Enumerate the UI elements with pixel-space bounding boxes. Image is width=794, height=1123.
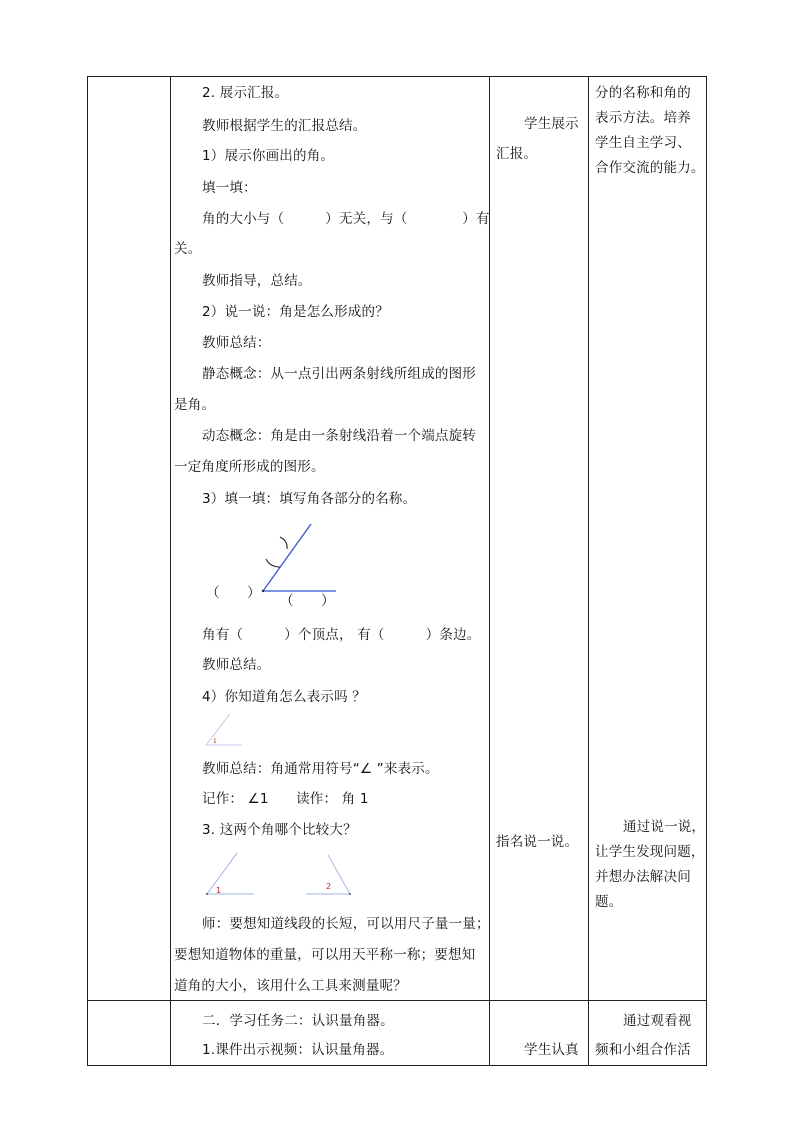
teacher-summary-2: 教师总结。	[202, 657, 271, 673]
angle-notation-figure	[200, 710, 250, 750]
named-speak-text: 指名说一说。	[496, 834, 579, 850]
angle-ray-slanted	[263, 524, 311, 591]
task-2-heading: 二．学习任务二：认识量角器。	[202, 1013, 394, 1029]
table-border-top	[87, 76, 707, 77]
student-show-report-line1: 学生展示	[524, 116, 579, 132]
intent-1-line1: 分的名称和角的	[595, 85, 691, 101]
table-border-left	[87, 76, 88, 1066]
intent-1-line2: 表示方法。培养	[595, 110, 691, 126]
notation-angle-label: 1	[213, 738, 217, 745]
step-1-text: 1）展示你画出的角。	[202, 148, 335, 164]
angle-arc-mark-top	[280, 537, 287, 549]
symbol-summary-text: 教师总结：角通常用符号“∠ ”来表示。	[202, 761, 439, 777]
angle2-label: 2	[326, 882, 332, 891]
teacher-quote-line1: 师：要想知道线段的长短，可以用尺子量一量；	[202, 916, 490, 932]
angle-size-question-line1: 角的大小与（ ）无关，与（ ）有	[202, 211, 490, 227]
teacher-summary-label: 教师总结：	[202, 335, 271, 351]
step-3-text: 3）填一填：填写角各部分的名称。	[202, 491, 417, 507]
dynamic-concept-line1: 动态概念：角是由一条射线沿着一个端点旋转	[202, 428, 476, 444]
vertex-blank: （ ）	[206, 585, 261, 601]
teacher-guides-text: 教师指导，总结。	[202, 273, 312, 289]
angle-arc-mark	[266, 559, 280, 567]
student-serious-text: 学生认真	[524, 1042, 579, 1058]
student-show-report-line2: 汇报。	[496, 146, 538, 162]
task-2-item-1: 1.课件出示视频：认识量角器。	[202, 1042, 394, 1058]
step-4-text: 4）你知道角怎么表示吗 ？	[202, 689, 366, 705]
angle1-label: 1	[216, 886, 222, 895]
angle1-vertex	[206, 893, 208, 895]
table-border-right	[706, 76, 707, 1066]
notation-ray-slanted	[206, 714, 230, 745]
static-concept-line2: 是角。	[174, 397, 216, 413]
static-concept-line1: 静态概念：从一点引出两条射线所组成的图形	[202, 366, 476, 382]
section-3-heading: 3. 这两个角哪个比较大？	[202, 822, 357, 838]
compare-angles-figure	[200, 848, 360, 898]
side-blank: （ ）	[280, 593, 335, 609]
notation-text: 记作： ∠1 读作： 角 1	[202, 791, 369, 807]
teacher-quote-line3: 道角的大小，该用什么工具来测量呢？	[174, 978, 407, 994]
angle1-ray-slanted	[207, 853, 237, 894]
table-divider-1	[170, 76, 171, 1066]
intent-2-line3: 并想办法解决问	[595, 869, 691, 885]
table-row-divider	[87, 1000, 707, 1001]
fill-in-label: 填一填：	[202, 180, 257, 196]
section-heading: 2. 展示汇报。	[202, 85, 289, 101]
teacher-quote-line2: 要想知道物体的重量，可以用天平称一称；要想知	[174, 947, 476, 963]
step-2-text: 2）说一说：角是怎么形成的？	[202, 304, 389, 320]
intent-2-line4: 题。	[595, 894, 623, 910]
vertex-sides-question: 角有（ ）个顶点， 有（ ）条边。	[202, 627, 481, 643]
table-border-bottom	[87, 1065, 707, 1066]
angle-size-question-line2: 关。	[174, 241, 202, 257]
dynamic-concept-line2: 一定角度所形成的图形。	[174, 459, 325, 475]
intent-3-line2: 频和小组合作活	[595, 1042, 691, 1058]
angle2-vertex	[349, 893, 351, 895]
table-divider-3	[588, 76, 589, 1066]
intent-3-line1: 通过观看视	[623, 1013, 692, 1029]
intent-2-line1: 通过说一说，	[623, 819, 706, 835]
teacher-summarize-text: 教师根据学生的汇报总结。	[202, 118, 367, 134]
intent-1-line4: 合作交流的能力。	[595, 160, 705, 176]
intent-2-line2: 让学生发现问题，	[595, 844, 705, 860]
vertex-dot	[262, 590, 264, 592]
angle2-ray-slanted	[328, 855, 350, 894]
intent-1-line3: 学生自主学习、	[595, 135, 691, 151]
